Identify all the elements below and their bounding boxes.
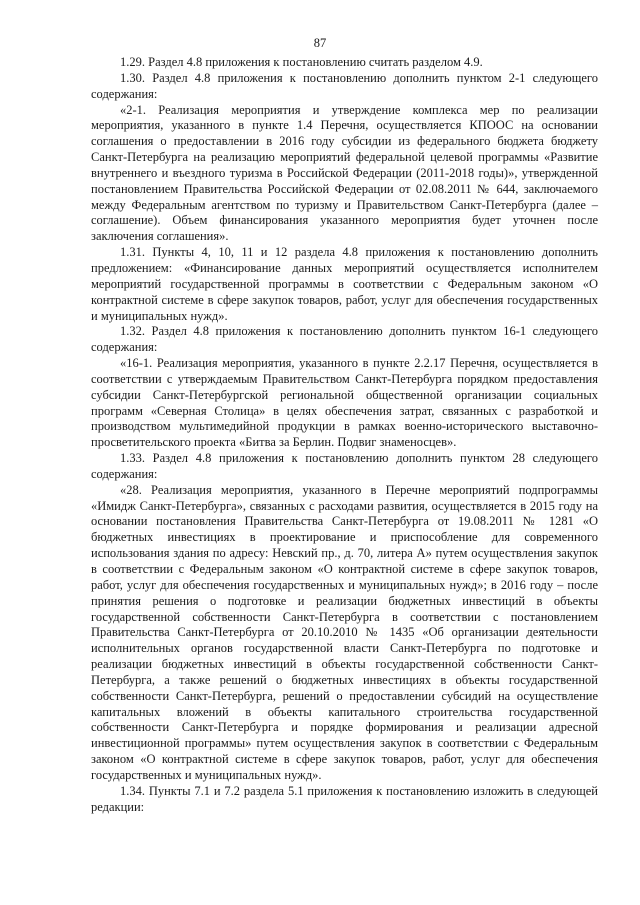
paragraph-1-30: 1.30. Раздел 4.8 приложения к постановлению дополнить пунктом 2-1 следующего содержания:: [91, 70, 598, 101]
paragraph-item-2-1: «2-1. Реализация мероприятия и утверждение комплекса мер по реализации мероприятия, указанного в пункте 1.4 Перечня, осуществляется КПООС на основании соглашения о предоставлении в 2016 году субсидии из федерального бюджета бюджету Санкт-Петербурга на реализацию мероприятий федеральной целевой программы «Развитие внутреннего и въездного туризма в Российской Федерации (2011-2018 годы)», утвержденной постановлением Правительства Российской Федерации от 02.08.2011 № 644, заключаемого между Федеральным агентством по туризму и Правительством Санкт-Петербурга (далее – соглашение). Объем финансирования указанного мероприятия будет уточнен после заключения соглашения».: [91, 102, 598, 244]
paragraph-item-28: «28. Реализация мероприятия, указанного в Перечне мероприятий подпрограммы «Имидж Санкт-Петербурга», связанных с расходами развития, осуществляется в 2015 году на основании постановления Правительства Санкт-Петербурга от 19.08.2011 № 1281 «О бюджетных инвестициях в проектирование и приспособление для современного использования здания по адресу: Невский пр., д. 70, литера А» путем осуществления закупок в соответствии с Федеральным законом «О контрактной системе в сфере закупок товаров, работ, услуг для обеспечения государственных и муниципальных нужд»; в 2016 году – после принятия решения о подготовке и реализации бюджетных инвестиций в объекты государственной собственности Санкт-Петербурга в соответствии с постановлением Правительства Санкт-Петербурга от 20.10.2010 № 1435 «Об организации деятельности исполнительных органов государственной власти Санкт-Петербурга по подготовке и реализации бюджетных инвестиций в объекты государственной собственности Санкт-Петербурга, а также решений о бюджетных инвестициях в объекты государственной собственности Санкт-Петербурга, решений о предоставлении субсидий на осуществление капитальных вложений в объекты капитального строительства государственной собственности Санкт-Петербурга и порядке формирования и реализации адресной инвестиционной программы» путем осуществления закупок в соответствии с Федеральным законом «О контрактной системе в сфере закупок товаров, работ, услуг для обеспечения государственных и муниципальных нужд».: [91, 482, 598, 782]
document-body: [91, 55, 598, 816]
paragraph-item-16-1: «16-1. Реализация мероприятия, указанного в пункте 2.2.17 Перечня, осуществляется в соответствии с утверждаемым Правительством Санкт-Петербурга порядком предоставления субсидии Санкт-Петербургской региональной общественной организации социальных программ «Северная Столица» в целях обеспечения затрат, связанных с разработкой и производством мультимедийной продукции в рамках военно-исторического выставочно-просветительского проекта «Битва за Берлин. Подвиг знаменосцев».: [91, 356, 598, 450]
paragraph-1-32: 1.32. Раздел 4.8 приложения к постановлению дополнить пунктом 16-1 следующего содержания:: [91, 324, 598, 355]
paragraph-1-29: 1.29. Раздел 4.8 приложения к постановлению считать разделом 4.9.: [120, 55, 483, 69]
page-number: 87: [313, 36, 327, 50]
paragraph-1-31: 1.31. Пункты 4, 10, 11 и 12 раздела 4.8 приложения к постановлению дополнить предложением: «Финансирование данных мероприятий осуществляется исполнителем мероприятий государственной программы в соответствии с Федеральным законом «О контрактной системе в сфере закупок товаров, работ, услуг для обеспечения государственных и муниципальных нужд».: [91, 245, 598, 323]
paragraph-1-34: 1.34. Пункты 7.1 и 7.2 раздела 5.1 приложения к постановлению изложить в следующей редакции:: [91, 783, 598, 814]
paragraph-1-33: 1.33. Раздел 4.8 приложения к постановлению дополнить пунктом 28 следующего содержания:: [91, 451, 598, 481]
